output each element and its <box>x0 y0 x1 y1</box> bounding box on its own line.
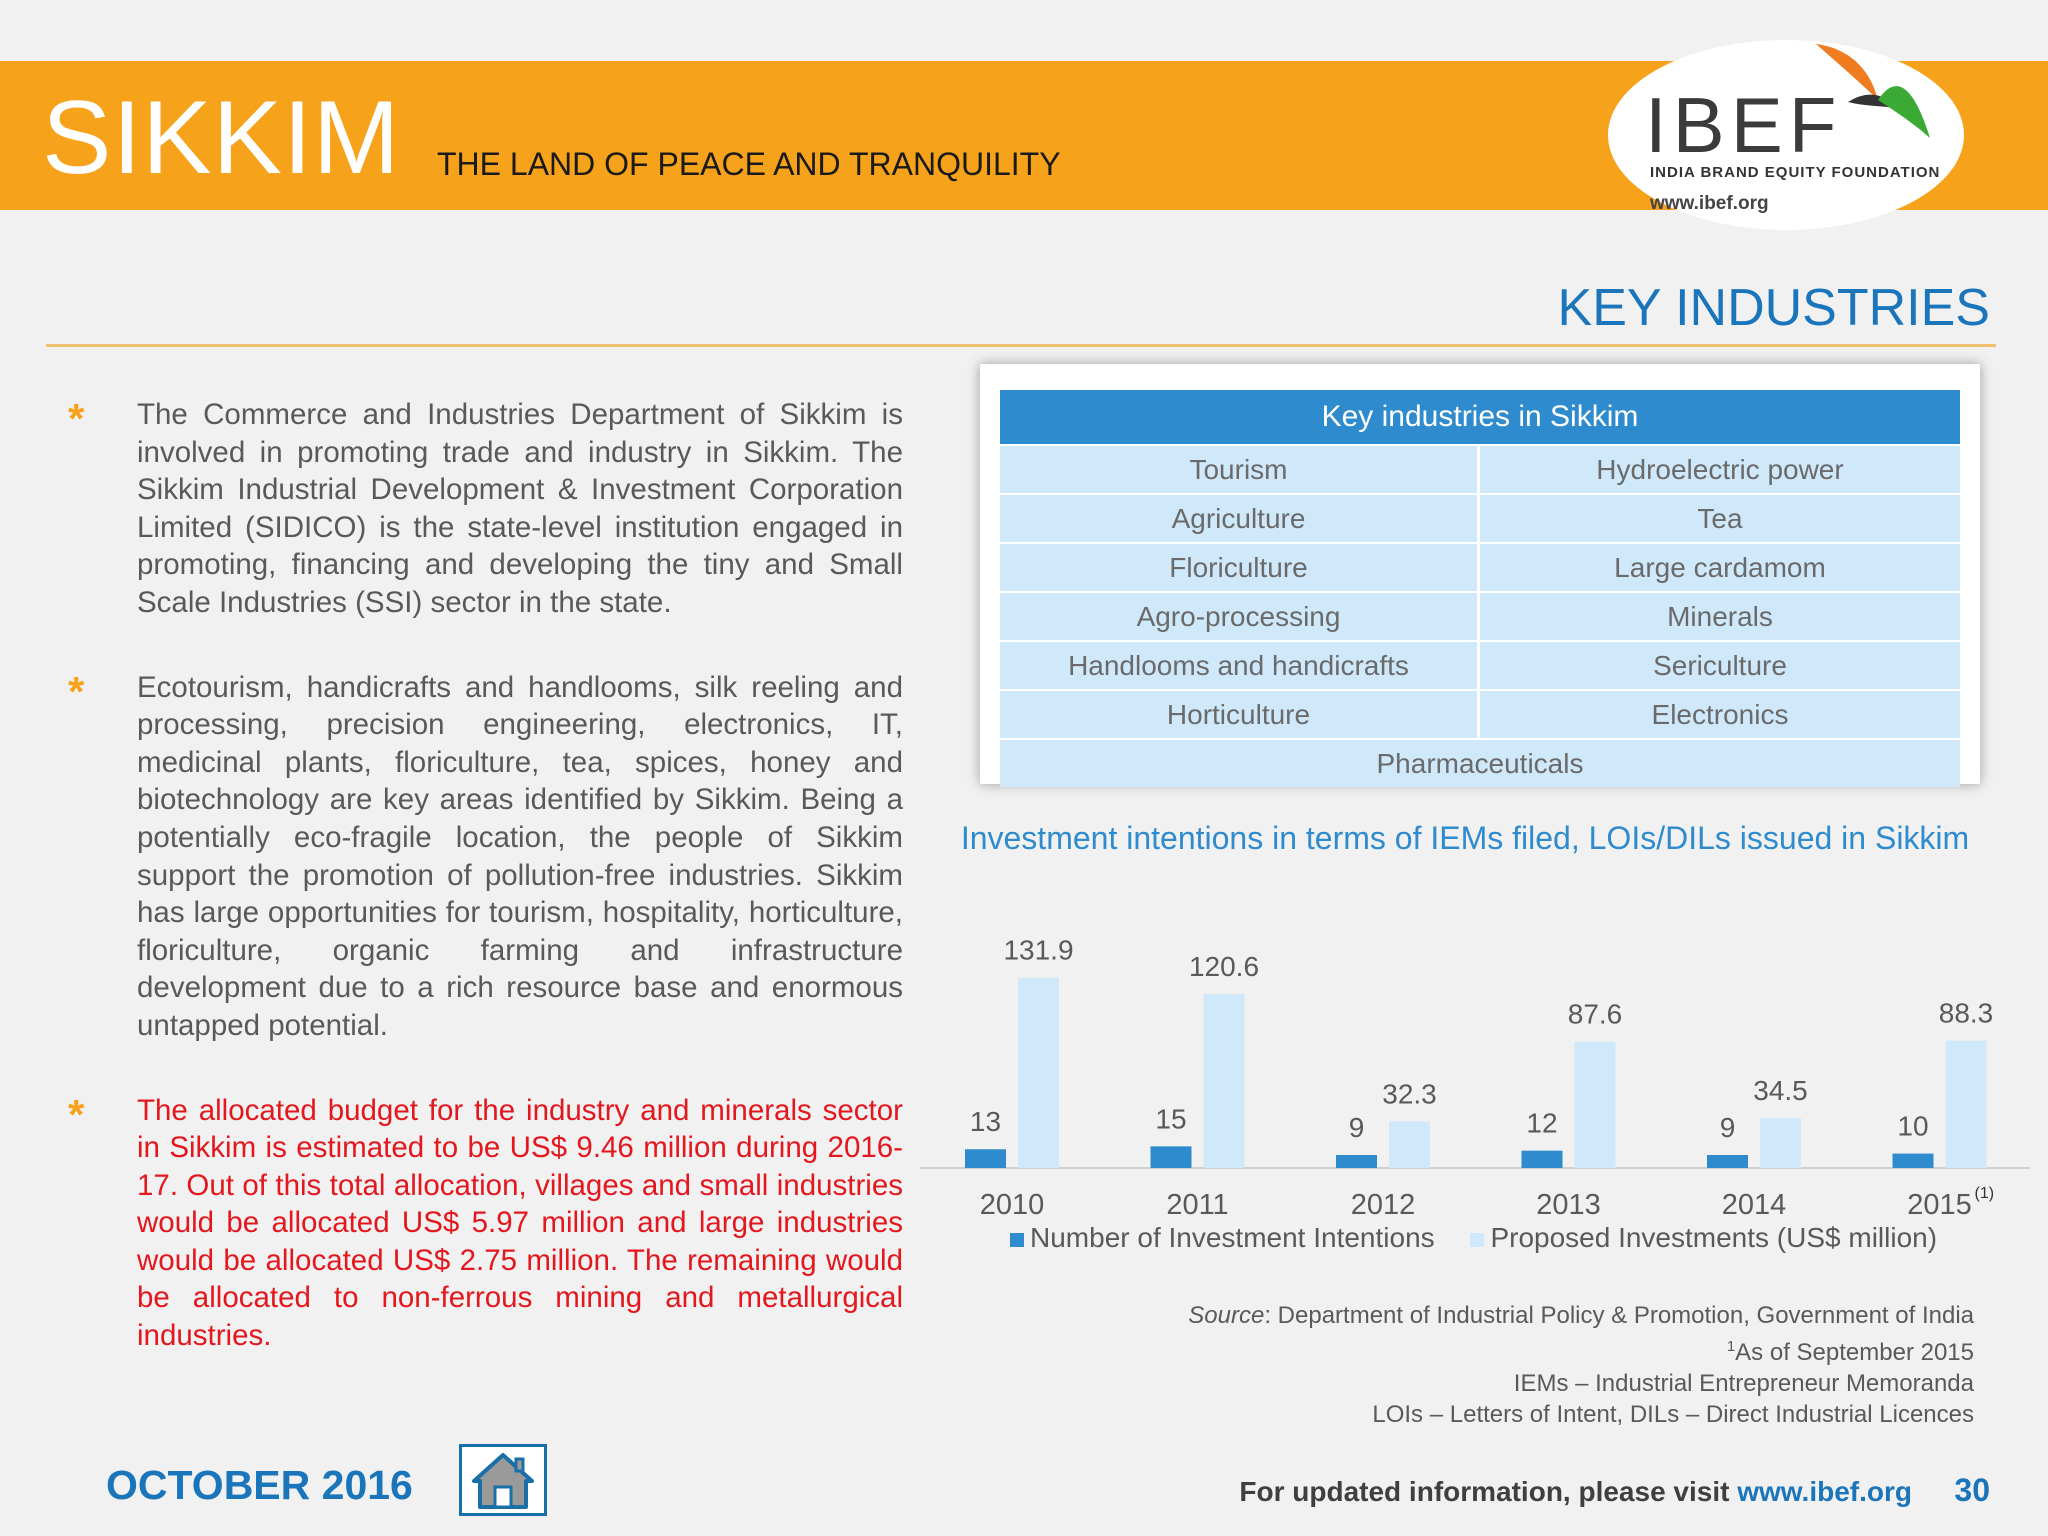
visit-label: For updated information, please visit <box>1239 1476 1738 1507</box>
bar-investments <box>1946 1041 1987 1168</box>
bullet-text: The Commerce and Industries Department of Sikkim is involved in promoting trade and industry in Sikkim. The Sikkim Industrial Development & Investment Corporation Limited (SIDICO) is the state-level institution engaged in promoting, financing and developing the tiny and Small Scale Industries (SSI) sector in the state. <box>137 398 903 619</box>
table-cell: Horticulture <box>1000 691 1480 738</box>
bullet-text: Ecotourism, handicrafts and handlooms, silk reeling and processing, precision engineering, electronics, IT, medicinal plants, floriculture, tea, spices, honey and biotechnology are key areas identified by Sikkim. Being a potentially eco-fragile location, the people of Sikkim support the promotion of pollution-free industries. Sikkim has large opportunities for tourism, hospitality, horticulture, floriculture, organic farming and infrastructure development due to a rich resource base and enormous untapped potential. <box>137 670 903 1042</box>
logo-subtitle: INDIA BRAND EQUITY FOUNDATION <box>1650 164 1941 181</box>
legend-swatch <box>1470 1233 1484 1247</box>
footnote-text: As of September 2015 <box>1735 1339 1974 1366</box>
logo-word: IBEF <box>1645 81 1843 169</box>
table-row <box>1000 593 1960 640</box>
chart-legend <box>1010 1222 1970 1254</box>
x-tick-label: 2014 <box>1721 1189 1787 1221</box>
bar-intentions <box>1522 1151 1563 1168</box>
table-cell: Handlooms and handicrafts <box>1000 642 1480 689</box>
table-cell: Electronics <box>1480 691 1960 738</box>
table-row <box>1000 495 1960 542</box>
visit-link[interactable]: www.ibef.org <box>1737 1476 1912 1507</box>
loi-note: LOIs – Letters of Intent, DILs – Direct Industrial Licences <box>1372 1401 1974 1428</box>
star-bullet-icon: * <box>68 395 85 442</box>
chart-title: Investment intentions in terms of IEMs filed, LOIs/DILs issued in Sikkim <box>960 820 1970 856</box>
source-notes <box>1188 1300 1974 1430</box>
logo-url[interactable]: www.ibef.org <box>1650 193 1769 214</box>
state-title: SIKKIM <box>42 80 401 196</box>
x-tick-label: 2015 <box>1907 1189 1972 1221</box>
state-tagline: THE LAND OF PEACE AND TRANQUILITY <box>437 146 1061 182</box>
iem-note: IEMs – Industrial Entrepreneur Memoranda <box>1513 1370 1974 1397</box>
source-text: : Department of Industrial Policy & Promotion, Government of India <box>1264 1302 1974 1329</box>
x-tick-note: (1) <box>1974 1185 1995 1202</box>
source-label: Source <box>1188 1302 1265 1329</box>
x-tick-label: 2010 <box>979 1189 1045 1221</box>
data-label: 120.6 <box>1188 950 1260 982</box>
bar-intentions <box>965 1149 1006 1168</box>
legend-label: Proposed Investments (US$ million) <box>1490 1222 1938 1253</box>
table-cell: Tea <box>1480 495 1960 542</box>
bar-intentions <box>1893 1154 1934 1168</box>
footnote-line <box>1188 1331 1974 1368</box>
home-icon <box>462 1447 544 1513</box>
table-cell: Floriculture <box>1000 544 1480 591</box>
star-bullet-icon: * <box>68 667 85 715</box>
table-cell: Pharmaceuticals <box>1000 740 1960 787</box>
footnote-marker: 1 <box>1726 1338 1736 1355</box>
data-label: 12 <box>1526 1107 1558 1139</box>
bar-investments <box>1389 1121 1430 1168</box>
data-label: 88.3 <box>1938 997 1994 1029</box>
bullet-item <box>68 669 903 1045</box>
page-number: 30 <box>1954 1472 1990 1508</box>
x-tick-label: 2013 <box>1536 1189 1601 1221</box>
bullet-item <box>68 396 903 622</box>
footer-date: OCTOBER 2016 <box>106 1462 413 1508</box>
table-row <box>1000 740 1960 787</box>
footer-visit-text <box>1239 1478 1912 1506</box>
home-button[interactable] <box>459 1444 547 1516</box>
bullet-text: The allocated budget for the industry and minerals sector in Sikkim is estimated to be US$ 9.46 million during 2016-17. Out of this total allocation, villages and small industries would be allocated US$ 5.97 million and large industries would be allocated US$ 2.75 million. The remaining would be allocated to non-ferrous mining and metallurgical industries. <box>137 1093 903 1353</box>
data-label: 131.9 <box>1003 934 1074 966</box>
table-header: Key industries in Sikkim <box>1000 390 1960 444</box>
key-industries-table <box>1000 388 1960 789</box>
bar-investments <box>1204 994 1245 1168</box>
legend-swatch <box>1010 1233 1024 1247</box>
investment-bar-chart <box>900 900 2040 1270</box>
table-cell: Sericulture <box>1480 642 1960 689</box>
bar-investments <box>1760 1118 1801 1168</box>
table-row <box>1000 544 1960 591</box>
table-cell: Agriculture <box>1000 495 1480 542</box>
data-label: 9 <box>1719 1112 1736 1144</box>
bar-intentions <box>1151 1146 1192 1168</box>
x-tick-label: 2012 <box>1350 1189 1416 1221</box>
x-tick-label: 2011 <box>1166 1189 1229 1221</box>
bar-intentions <box>1336 1155 1377 1168</box>
legend-item <box>1470 1222 1937 1253</box>
source-line <box>1188 1300 1974 1331</box>
bar-investments <box>1575 1042 1616 1168</box>
table-row <box>1000 642 1960 689</box>
legend-item <box>1010 1222 1435 1253</box>
table-cell: Hydroelectric power <box>1480 446 1960 493</box>
table-row <box>1000 446 1960 493</box>
title-divider <box>46 344 1996 347</box>
data-label: 13 <box>969 1106 1002 1138</box>
table-cell: Minerals <box>1480 593 1960 640</box>
data-label: 87.6 <box>1567 998 1623 1030</box>
data-label: 9 <box>1348 1112 1365 1144</box>
bar-intentions <box>1707 1155 1748 1168</box>
bullet-item <box>68 1092 903 1355</box>
table-row <box>1000 691 1960 738</box>
data-label: 10 <box>1897 1110 1929 1142</box>
table-cell: Agro-processing <box>1000 593 1480 640</box>
table-cell: Tourism <box>1000 446 1480 493</box>
bar-investments <box>1018 978 1059 1168</box>
data-label: 34.5 <box>1753 1075 1808 1107</box>
data-label: 15 <box>1155 1103 1187 1135</box>
data-label: 32.3 <box>1382 1078 1437 1110</box>
star-bullet-icon: * <box>68 1090 85 1138</box>
bullet-list <box>68 396 903 1355</box>
section-title: KEY INDUSTRIES <box>1557 279 1990 337</box>
table-cell: Large cardamom <box>1480 544 1960 591</box>
legend-label: Number of Investment Intentions <box>1030 1222 1435 1253</box>
key-industries-card <box>980 364 1980 784</box>
